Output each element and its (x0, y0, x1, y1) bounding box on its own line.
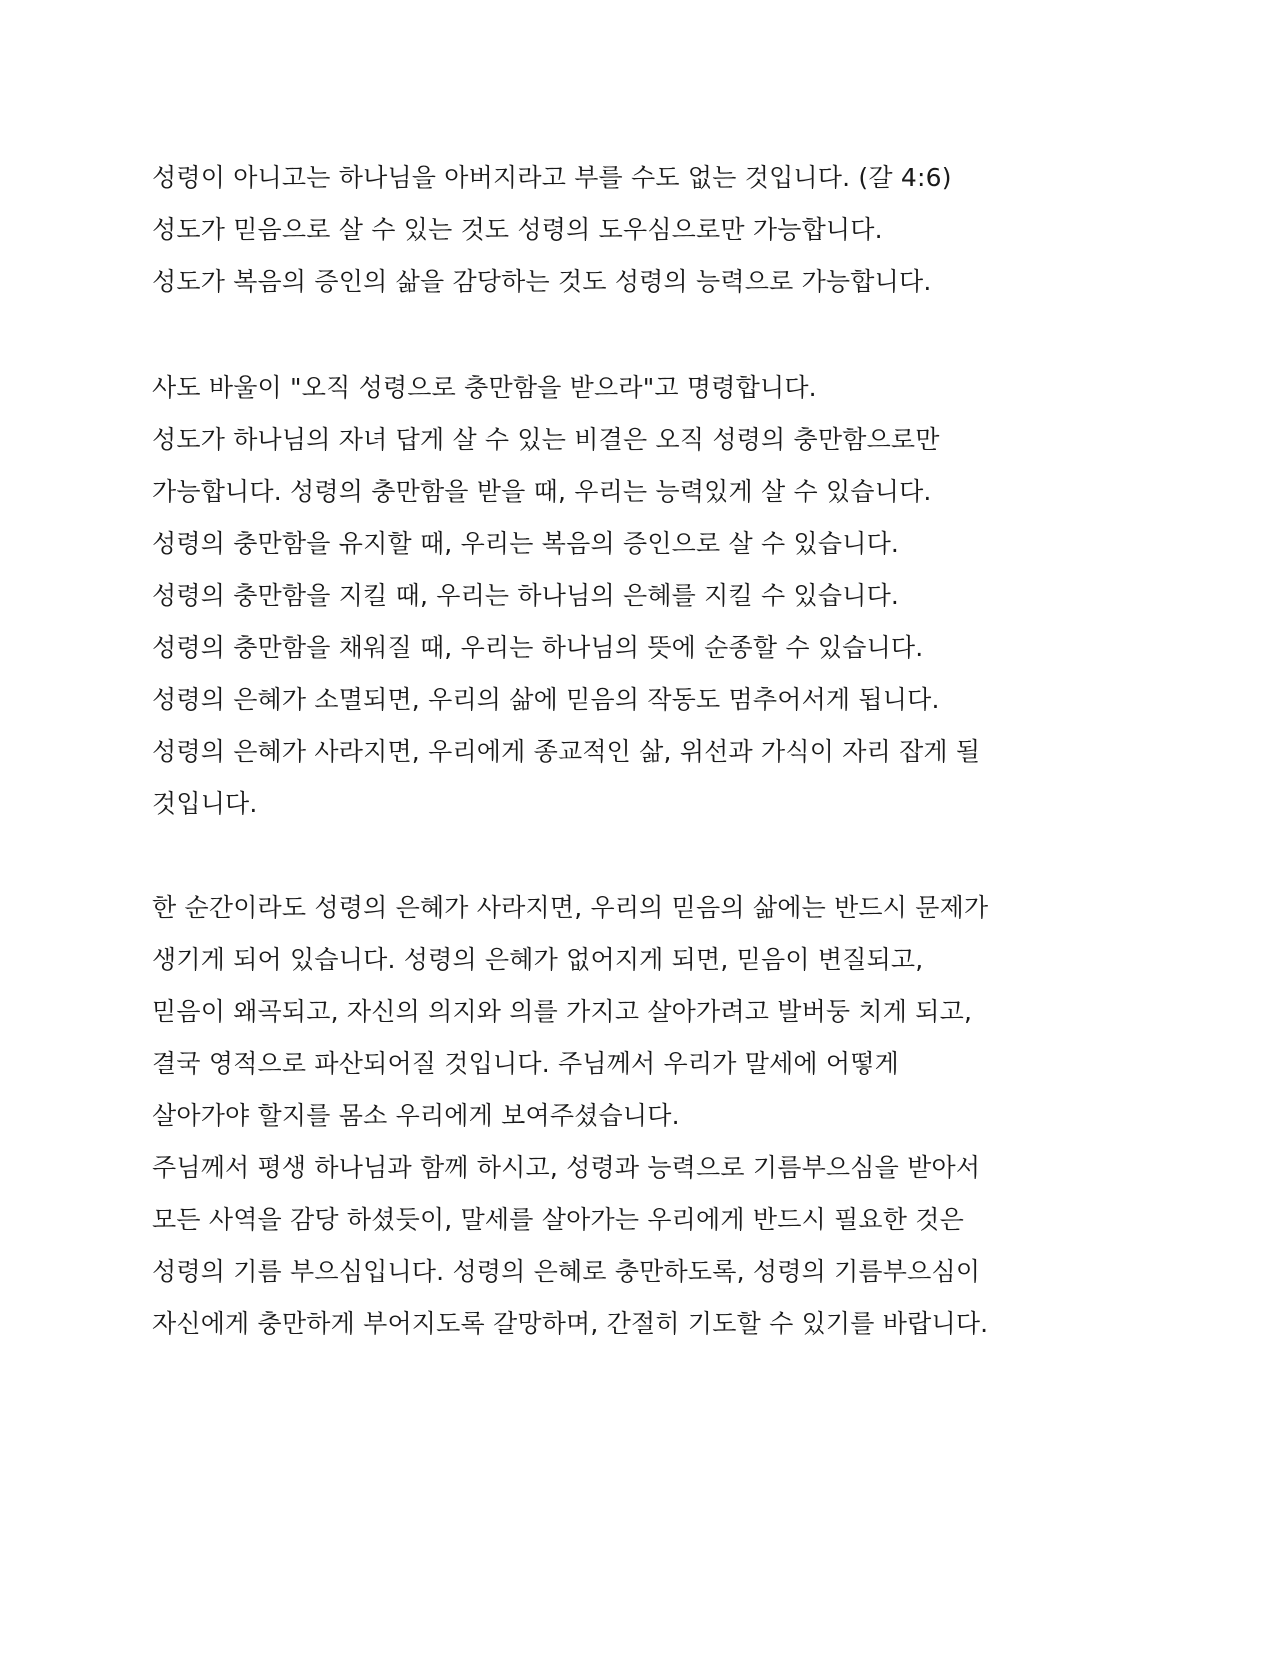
text-line: 성령의 은혜가 소멸되면, 우리의 삶에 믿음의 작동도 멈추어서게 됩니다. (152, 685, 940, 714)
text-line: 성령의 충만함을 지킬 때, 우리는 하나님의 은혜를 지킬 수 있습니다. (152, 581, 900, 610)
text-line: 생기게 되어 있습니다. 성령의 은혜가 없어지게 되면, 믿음이 변질되고, (152, 945, 924, 974)
text-line: 성령의 충만함을 유지할 때, 우리는 복음의 증인으로 살 수 있습니다. (152, 529, 900, 558)
text-line: 자신에게 충만하게 부어지도록 갈망하며, 간절히 기도할 수 있기를 바랍니다. (152, 1309, 989, 1338)
text-line: 성도가 믿음으로 살 수 있는 것도 성령의 도우심으로만 가능합니다. (152, 215, 883, 244)
text-line: 모든 사역을 감당 하셨듯이, 말세를 살아가는 우리에게 반드시 필요한 것은 (152, 1205, 964, 1234)
paragraph-2 (152, 362, 1152, 830)
text-line: 성령의 기름 부으심입니다. 성령의 은혜로 충만하도록, 성령의 기름부으심이 (152, 1257, 981, 1286)
text-line: 사도 바울이 "오직 성령으로 충만함을 받으라"고 명령합니다. (152, 373, 817, 402)
text-line: 한 순간이라도 성령의 은혜가 사라지면, 우리의 믿음의 삶에는 반드시 문제가 (152, 893, 989, 922)
text-line: 성령이 아니고는 하나님을 아버지라고 부를 수도 없는 것입니다. (갈 4:6) (152, 163, 952, 192)
text-line: 결국 영적으로 파산되어질 것입니다. 주님께서 우리가 말세에 어떻게 (152, 1049, 899, 1078)
text-line: 성도가 복음의 증인의 삶을 감당하는 것도 성령의 능력으로 가능합니다. (152, 267, 932, 296)
text-line: 것입니다. (152, 789, 258, 818)
text-line: 성령의 은혜가 사라지면, 우리에게 종교적인 삶, 위선과 가식이 자리 잡게 될 (152, 737, 981, 766)
text-line: 성령의 충만함을 채워질 때, 우리는 하나님의 뜻에 순종할 수 있습니다. (152, 633, 924, 662)
text-line: 주님께서 평생 하나님과 함께 하시고, 성령과 능력으로 기름부으심을 받아서 (152, 1153, 981, 1182)
text-line: 성도가 하나님의 자녀 답게 살 수 있는 비결은 오직 성령의 충만함으로만 (152, 425, 940, 454)
text-line: 살아가야 할지를 몸소 우리에게 보여주셨습니다. (152, 1101, 680, 1130)
paragraph-3 (152, 882, 1152, 1350)
paragraph-1 (152, 152, 1152, 308)
text-line: 가능합니다. 성령의 충만함을 받을 때, 우리는 능력있게 살 수 있습니다. (152, 477, 932, 506)
text-line: 믿음이 왜곡되고, 자신의 의지와 의를 가지고 살아가려고 발버둥 치게 되고, (152, 997, 973, 1026)
